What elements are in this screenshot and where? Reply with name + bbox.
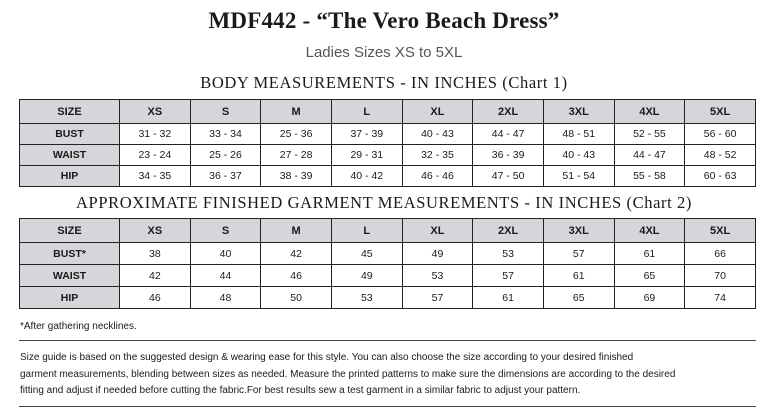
measurement-cell: 61 [543, 265, 614, 287]
size-guide-line: Size guide is based on the suggested design & wearing ease for this style. You can also choose the size according to your desired finished [20, 352, 634, 363]
size-column-header: SIZE [20, 100, 120, 124]
measurement-cell: 53 [402, 265, 473, 287]
measurement-cell: 51 - 54 [543, 166, 614, 187]
table-row [20, 166, 756, 187]
garment-measurements-table [19, 218, 756, 309]
size-header-cell: 2XL [473, 100, 544, 124]
measurement-cell: 23 - 24 [120, 145, 191, 166]
size-header-cell: XL [402, 100, 473, 124]
measurement-cell: 61 [473, 287, 544, 309]
measurement-cell: 32 - 35 [402, 145, 473, 166]
measurement-cell: 40 - 43 [543, 145, 614, 166]
measurement-cell: 47 - 50 [473, 166, 544, 187]
size-header-cell: 4XL [614, 100, 685, 124]
measurement-cell: 53 [331, 287, 402, 309]
measurement-cell: 65 [543, 287, 614, 309]
measurement-cell: 46 [120, 287, 191, 309]
measurement-cell: 33 - 34 [190, 124, 261, 145]
measurement-cell: 69 [614, 287, 685, 309]
measurement-cell: 42 [261, 243, 332, 265]
measurement-cell: 25 - 36 [261, 124, 332, 145]
measurement-cell: 50 [261, 287, 332, 309]
table-header-row [20, 219, 756, 243]
row-label: HIP [20, 166, 120, 187]
page-title: MDF442 - “The Vero Beach Dress” [208, 8, 560, 33]
measurement-cell: 57 [402, 287, 473, 309]
table-row [20, 287, 756, 309]
size-guide-line: fitting and adjust if needed before cutting the fabric.For best results sew a test garment in a similar fabric to adjust your pattern. [20, 385, 581, 396]
size-header-cell: L [331, 100, 402, 124]
size-header-cell: XS [120, 100, 191, 124]
body-measurements-table [19, 99, 756, 187]
measurement-cell: 66 [685, 243, 756, 265]
measurement-cell: 61 [614, 243, 685, 265]
size-header-cell: 3XL [543, 100, 614, 124]
measurement-cell: 53 [473, 243, 544, 265]
measurement-cell: 70 [685, 265, 756, 287]
measurement-cell: 57 [473, 265, 544, 287]
measurement-cell: 29 - 31 [331, 145, 402, 166]
size-header-cell: 5XL [685, 219, 756, 243]
measurement-cell: 49 [402, 243, 473, 265]
size-header-cell: 3XL [543, 219, 614, 243]
row-label: BUST [20, 124, 120, 145]
measurement-cell: 40 [190, 243, 261, 265]
size-column-header: SIZE [20, 219, 120, 243]
size-header-cell: M [261, 100, 332, 124]
measurement-cell: 31 - 32 [120, 124, 191, 145]
size-header-cell: S [190, 219, 261, 243]
table-row [20, 265, 756, 287]
chart1-heading: BODY MEASUREMENTS - IN INCHES (Chart 1) [200, 73, 568, 92]
measurement-cell: 44 [190, 265, 261, 287]
chart2-heading: APPROXIMATE FINISHED GARMENT MEASUREMENTS - IN INCHES (Chart 2) [76, 193, 692, 212]
table-header-row [20, 100, 756, 124]
measurement-cell: 52 - 55 [614, 124, 685, 145]
measurement-cell: 49 [331, 265, 402, 287]
measurement-cell: 42 [120, 265, 191, 287]
size-header-cell: XL [402, 219, 473, 243]
measurement-cell: 60 - 63 [685, 166, 756, 187]
row-label: WAIST [20, 145, 120, 166]
measurement-cell: 46 - 46 [402, 166, 473, 187]
table-row [20, 243, 756, 265]
table-row [20, 145, 756, 166]
measurement-cell: 65 [614, 265, 685, 287]
measurement-cell: 37 - 39 [331, 124, 402, 145]
size-header-cell: XS [120, 219, 191, 243]
row-label: WAIST [20, 265, 120, 287]
row-label: HIP [20, 287, 120, 309]
divider-bottom [19, 406, 756, 407]
measurement-cell: 34 - 35 [120, 166, 191, 187]
measurement-cell: 74 [685, 287, 756, 309]
measurement-cell: 36 - 39 [473, 145, 544, 166]
measurement-cell: 44 - 47 [473, 124, 544, 145]
measurement-cell: 56 - 60 [685, 124, 756, 145]
measurement-cell: 48 - 52 [685, 145, 756, 166]
measurement-cell: 45 [331, 243, 402, 265]
size-header-cell: 5XL [685, 100, 756, 124]
size-header-cell: 4XL [614, 219, 685, 243]
table-row [20, 124, 756, 145]
measurement-cell: 38 [120, 243, 191, 265]
measurement-cell: 55 - 58 [614, 166, 685, 187]
measurement-cell: 46 [261, 265, 332, 287]
page-subtitle: Ladies Sizes XS to 5XL [305, 44, 463, 61]
measurement-cell: 44 - 47 [614, 145, 685, 166]
size-header-cell: S [190, 100, 261, 124]
size-guide-note [20, 350, 758, 400]
measurement-cell: 48 [190, 287, 261, 309]
size-header-cell: 2XL [473, 219, 544, 243]
measurement-cell: 57 [543, 243, 614, 265]
measurement-cell: 40 - 42 [331, 166, 402, 187]
size-guide-line: garment measurements, blending between sizes as needed. Measure the printed patterns to make sure the dimensions are according to the desired [20, 368, 676, 380]
measurement-cell: 36 - 37 [190, 166, 261, 187]
measurement-cell: 38 - 39 [261, 166, 332, 187]
size-header-cell: L [331, 219, 402, 243]
measurement-cell: 25 - 26 [190, 145, 261, 166]
divider-top [19, 340, 756, 341]
measurement-cell: 40 - 43 [402, 124, 473, 145]
row-label: BUST* [20, 243, 120, 265]
footnote: *After gathering necklines. [20, 321, 137, 332]
measurement-cell: 48 - 51 [543, 124, 614, 145]
measurement-cell: 27 - 28 [261, 145, 332, 166]
size-header-cell: M [261, 219, 332, 243]
